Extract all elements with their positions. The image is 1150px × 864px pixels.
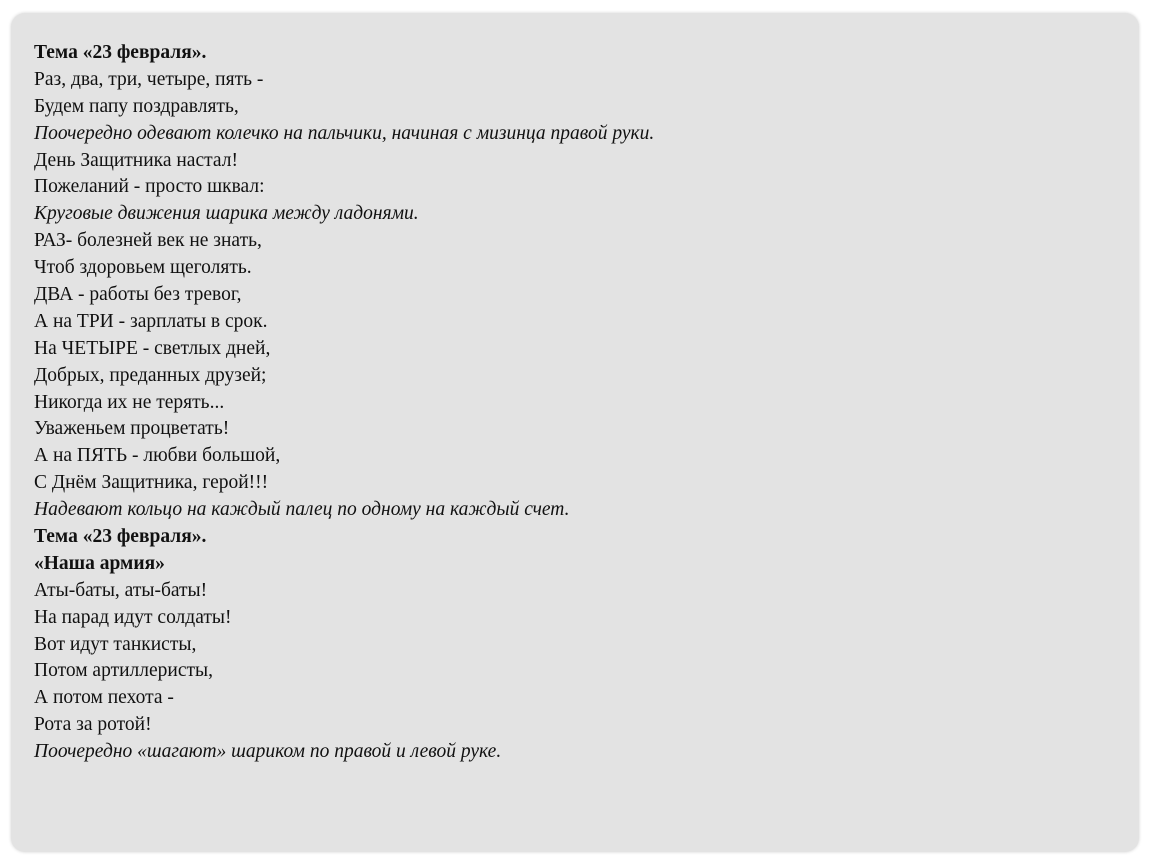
verse-line: На парад идут солдаты! <box>34 606 232 628</box>
instruction-line: Круговые движения шарика между ладонями. <box>34 203 419 225</box>
verse-line: День Защитника настал! <box>34 149 238 171</box>
verse-line: РАЗ- болезней век не знать, <box>34 230 262 252</box>
poem-title-line: «Наша армия» <box>34 552 165 574</box>
heading-line: Тема «23 февраля». <box>34 42 207 63</box>
verse-line: Добрых, преданных друзей; <box>34 364 267 386</box>
verse-line: Чтоб здоровьем щеголять. <box>34 257 252 279</box>
instruction-line: Надевают кольцо на каждый палец по одному на каждый счет. <box>34 499 570 521</box>
verse-line: Аты-баты, аты-баты! <box>34 579 208 601</box>
verse-line: А потом пехота - <box>34 687 174 709</box>
instruction-line: Поочередно одевают колечко на пальчики, начиная с мизинца правой руки. <box>34 122 655 144</box>
verse-line: А на ТРИ - зарплаты в срок. <box>34 310 268 332</box>
verse-line: Уваженьем процветать! <box>34 418 230 440</box>
heading-line: Тема «23 февраля». <box>34 526 207 548</box>
verse-line: Раз, два, три, четыре, пять - <box>34 68 264 90</box>
verse-line: А на ПЯТЬ - любви большой, <box>34 445 281 467</box>
verse-line: Будем папу поздравлять, <box>34 95 239 117</box>
instruction-line: Поочередно «шагают» шариком по правой и левой руке. <box>34 741 502 763</box>
verse-line: Никогда их не терять... <box>34 391 225 413</box>
verse-line: Пожеланий - просто шквал: <box>34 176 265 198</box>
verse-line: Потом артиллеристы, <box>34 660 213 682</box>
verse-line: Рота за ротой! <box>34 714 152 736</box>
verse-line: На ЧЕТЫРЕ - светлых дней, <box>34 337 271 359</box>
text-content <box>34 40 1124 766</box>
verse-line: ДВА - работы без тревог, <box>34 284 242 306</box>
verse-line: Вот идут танкисты, <box>34 633 197 655</box>
verse-line: С Днём Защитника, герой!!! <box>34 472 269 494</box>
